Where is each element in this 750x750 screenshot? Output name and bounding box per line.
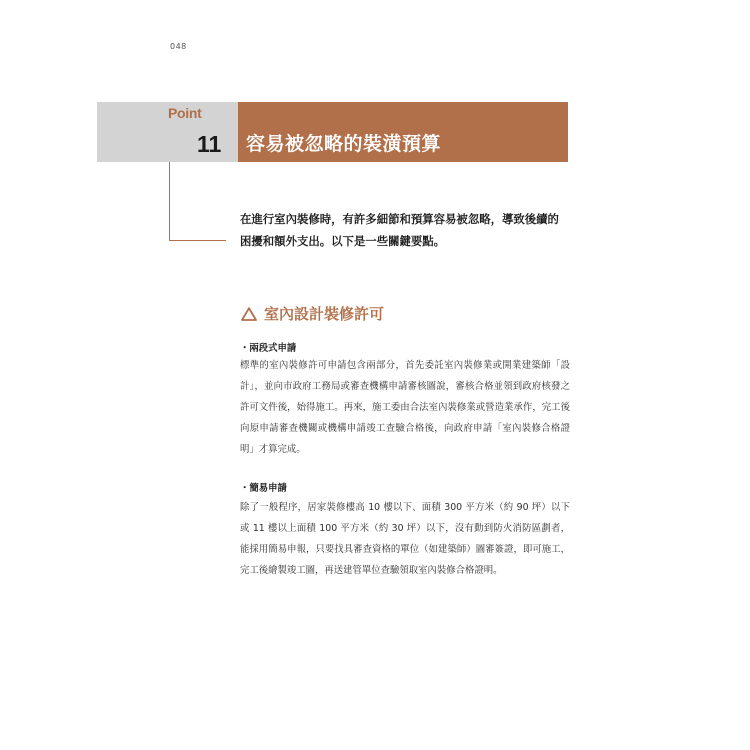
section-heading — [240, 304, 384, 324]
point-number: 11 — [197, 131, 222, 157]
intro-paragraph: 在進行室內裝修時，有許多細節和預算容易被忽略，導致後續的困擾和額外支出。以下是一些關鍵要點。 — [240, 212, 559, 248]
item-heading: ・兩段式申請 — [240, 343, 297, 354]
section-title: 室內設計裝修許可 — [264, 304, 385, 323]
bracket-line-vertical — [169, 162, 170, 240]
triangle-outline-icon — [240, 306, 258, 322]
item-body: 標準的室內裝修許可申請包含兩部分，首先委託室內裝修業或開業建築師「設計」，並向市政府工務局或審查機構申請審核圖說，審核合格並領到政府核發之許可文件後，始得施工。再來，施工委由合法室內裝修業或營造業承作，完工後向原申請審查機關或機構申請竣工查驗合格後，向政府申請「室內裝修合格證明」才算完成。 — [240, 360, 570, 455]
page-title: 容易被忽略的裝潢預算 — [246, 133, 442, 155]
page-number: 048 — [170, 42, 187, 51]
bracket-line-horizontal — [169, 240, 226, 241]
point-label: Point — [168, 105, 202, 121]
item-body: 除了一般程序，居家裝修樓高 10 樓以下、面積 300 平方米（約 90 坪）以下或 11 樓以上面積 100 平方米（約 30 坪）以下，沒有動到防火消防區劃者，能採用簡易申報，只要找具審查資格的單位（如建築師）圖審簽證，即可施工，完工後繪製竣工圖，再送建管單位查驗領取室內裝修合格證明。 — [240, 502, 570, 576]
item-heading: ・簡易申請 — [240, 483, 287, 494]
